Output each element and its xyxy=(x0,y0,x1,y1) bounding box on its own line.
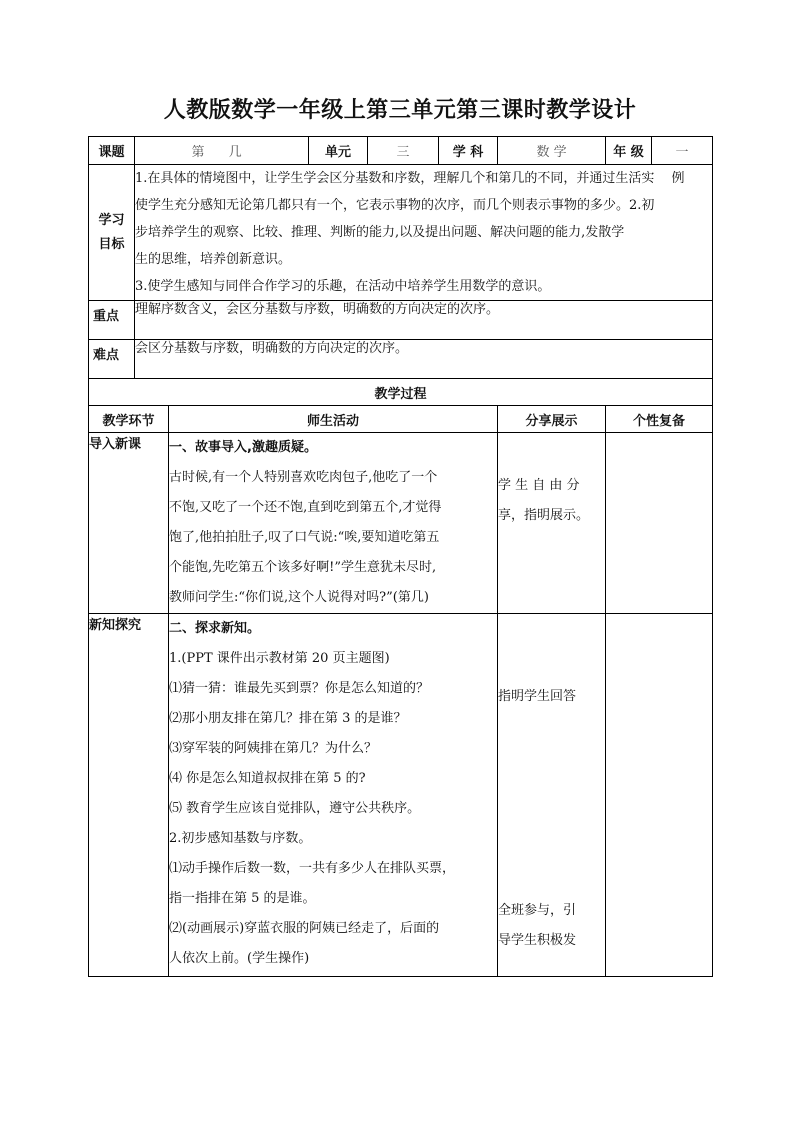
explore-line: ⑴猜一猜：谁最先买到票？你是怎么知道的？ xyxy=(169,681,430,696)
goals-row xyxy=(89,165,713,301)
key-point-label: 重点 xyxy=(89,301,135,340)
explore-line: 1.(PPT 课件出示教材第 20 页主题图) xyxy=(169,651,390,666)
goal-line: 3.使学生感知与同伴合作学习的乐趣，在活动中培养学生用数学的意识。 xyxy=(135,279,551,294)
goal-line: 生的思维，培养创新意识。 xyxy=(135,252,292,267)
lesson-value: 第 几 xyxy=(135,137,309,165)
explore-line: 2.初步感知基数与序数。 xyxy=(169,831,312,846)
difficulty-label: 难点 xyxy=(89,340,135,379)
subject-value: 数 学 xyxy=(498,137,606,165)
difficulty-row xyxy=(89,340,713,379)
intro-share-line: 享，指明展示。 xyxy=(498,508,590,523)
intro-line: 不饱,又吃了一个还不饱,直到吃到第五个,才觉得 xyxy=(169,500,442,515)
goal-line: 使学生充分感知无论第几都只有一个，它表示事物的次序，而几个则表示事物的多少。2.初 xyxy=(135,198,655,213)
intro-personal xyxy=(606,433,713,614)
lesson-plan-table xyxy=(88,136,713,977)
goal-line: 步培养学生的观察、比较、推理、判断的能力,以及提出问题、解决问题的能力,发散学 xyxy=(135,225,625,240)
intro-heading: 一、故事导入,激趣质疑。 xyxy=(169,440,317,455)
explore-share-2-line: 全班参与，引 xyxy=(498,903,577,918)
goals-label-line2: 目标 xyxy=(98,236,125,252)
unit-label: 单元 xyxy=(309,137,368,165)
explore-line: ⑴动手操作后数一数，一共有多少人在排队买票， xyxy=(169,861,456,876)
unit-value: 三 xyxy=(368,137,439,165)
intro-line: 饱了,他拍拍肚子,叹了口气说:“唉,要知道吃第五 xyxy=(169,530,440,545)
explore-share-2-line: 导学生积极发 xyxy=(498,933,577,948)
process-columns-row xyxy=(89,406,713,433)
explore-line: 人依次上前。(学生操作) xyxy=(169,951,310,966)
explore-line: 指一指排在第 5 的是谁。 xyxy=(169,891,316,906)
grade-value: 一 xyxy=(652,137,713,165)
col-activity: 师生活动 xyxy=(169,406,498,433)
explore-share xyxy=(498,614,606,977)
explore-line: ⑶穿军装的阿姨排在第几？为什么？ xyxy=(169,741,378,756)
intro-share-line: 学 生 自 由 分 xyxy=(498,478,580,493)
goals-label xyxy=(89,165,135,301)
process-heading: 教学过程 xyxy=(89,379,713,406)
difficulty-text: 会区分基数与序数，明确数的方向决定的次序。 xyxy=(135,340,713,379)
goals-label-line1: 学习 xyxy=(98,212,125,228)
explore-personal xyxy=(606,614,713,977)
document-title: 人教版数学一年级上第三单元第三课时教学设计 xyxy=(163,97,637,123)
col-share: 分享展示 xyxy=(498,406,606,433)
col-personal: 个性复备 xyxy=(606,406,713,433)
grade-label: 年 级 xyxy=(606,137,652,165)
goals-text xyxy=(135,165,713,301)
explore-row xyxy=(89,614,713,977)
explore-line: ⑵(动画展示)穿蓝衣服的阿姨已经走了，后面的 xyxy=(169,921,440,936)
explore-line: ⑸ 教育学生应该自觉排队，遵守公共秩序。 xyxy=(169,801,421,816)
intro-line: 古时候,有一个人特别喜欢吃肉包子,他吃了一个 xyxy=(169,470,438,485)
explore-stage: 新知探究 xyxy=(89,614,169,977)
explore-line: ⑵那小朋友排在第几？排在第 3 的是谁？ xyxy=(169,711,407,726)
process-heading-row xyxy=(89,379,713,406)
col-stage: 教学环节 xyxy=(89,406,169,433)
intro-activity xyxy=(169,433,498,614)
intro-share xyxy=(498,433,606,614)
meta-row xyxy=(89,137,713,165)
explore-line: ⑷ 你是怎么知道叔叔排在第 5 的? xyxy=(169,771,366,786)
intro-row xyxy=(89,433,713,614)
goal-line: 1.在具体的情境图中，让学生学会区分基数和序数，理解几个和第几的不同，并通过生活实 例 xyxy=(135,171,685,186)
key-point-row xyxy=(89,301,713,340)
explore-heading: 二、探求新知。 xyxy=(169,621,261,636)
lesson-label: 课题 xyxy=(89,137,135,165)
intro-line: 教师问学生:“你们说,这个人说得对吗?”(第几) xyxy=(169,590,429,605)
explore-activity xyxy=(169,614,498,977)
intro-stage: 导入新课 xyxy=(89,433,169,614)
intro-line: 个能饱,先吃第五个该多好啊!”学生意犹未尽时, xyxy=(169,560,437,575)
subject-label: 学 科 xyxy=(439,137,498,165)
key-point-text: 理解序数含义，会区分基数与序数，明确数的方向决定的次序。 xyxy=(135,301,713,340)
explore-share-1: 指明学生回答 xyxy=(498,689,577,704)
